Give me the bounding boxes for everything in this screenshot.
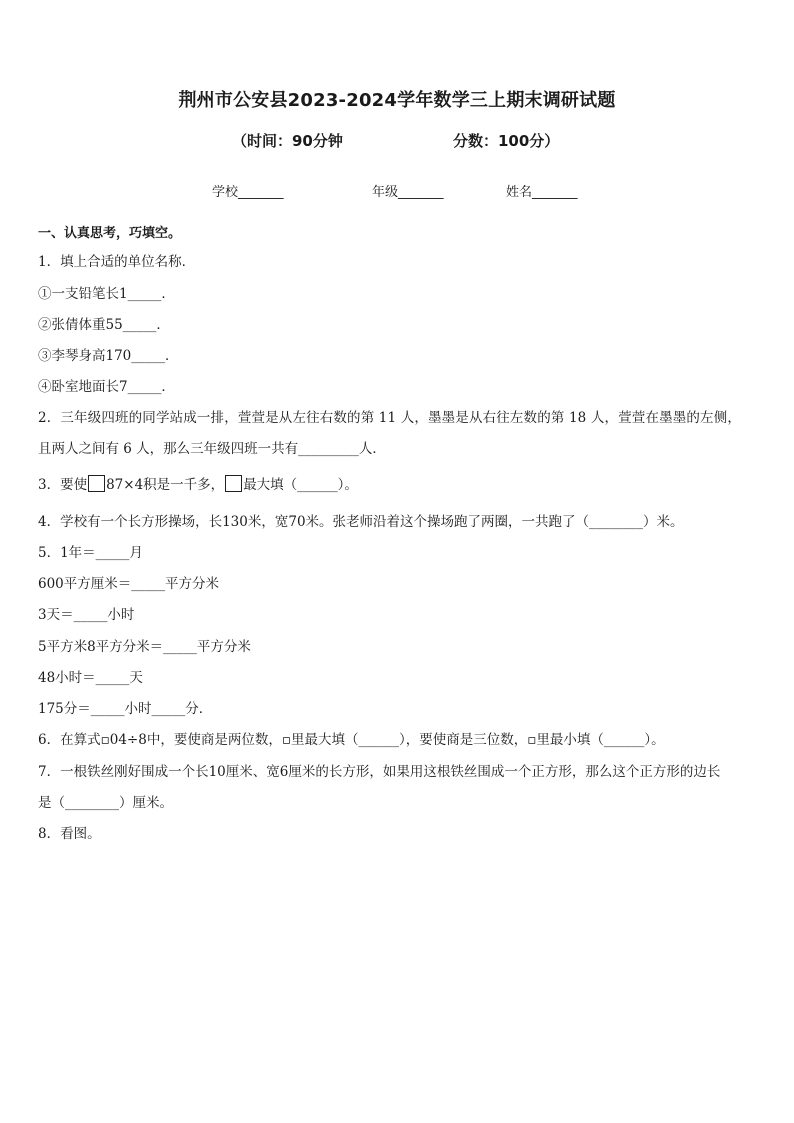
question-1c: ③李琴身高170_____． <box>38 348 179 364</box>
answer-box <box>225 475 242 492</box>
question-7-line2: 是（________）厘米。 <box>38 795 173 811</box>
question-2-line1: 2．三年级四班的同学站成一排，萱萱是从左往右数的第 11 人，墨墨是从右往左数的第 18 人，萱萱在墨墨的左侧， <box>38 410 742 426</box>
question-4: 4．学校有一个长方形操场，长130米，宽70米。张老师沿着这个操场跑了两圈，一共跑了（________）米。 <box>38 514 684 530</box>
question-3-middle: 87×4积是一千多， <box>106 477 225 493</box>
question-1a: ①一支铅笔长1_____． <box>38 286 175 302</box>
question-5d: 5平方米8平方分米＝_____平方分米 <box>38 639 251 655</box>
question-1: 1．填上合适的单位名称． <box>38 254 196 270</box>
answer-box <box>88 475 105 492</box>
question-7-line1: 7．一根铁丝刚好围成一个长10厘米、宽6厘米的长方形，如果用这根铁丝围成一个正方形，那么这个正方形的边长 <box>38 764 721 780</box>
question-1d: ④卧室地面长7_____． <box>38 379 175 395</box>
name-field: 姓名_______ <box>506 185 578 200</box>
section-heading: 一、认真思考，巧填空。 <box>38 226 182 241</box>
question-5b: 600平方厘米＝_____平方分米 <box>38 576 220 592</box>
question-1b: ②张倩体重55_____． <box>38 317 170 333</box>
grade-field: 年级_______ <box>372 185 444 200</box>
question-5e: 48小时＝_____天 <box>38 670 143 686</box>
question-3 <box>38 473 358 493</box>
page-title: 荆州市公安县2023-2024学年数学三上期末调研试题 <box>178 90 616 111</box>
question-6: 6．在算式▫04÷8中，要使商是两位数，▫里最大填（______），要使商是三位数，▫里最小填（______）。 <box>38 732 665 748</box>
question-3-suffix: 最大填（______）。 <box>243 477 358 493</box>
question-5c: 3天＝_____小时 <box>38 607 135 623</box>
question-5a: 5．1年＝_____月 <box>38 545 143 561</box>
question-3-prefix: 3．要使 <box>38 477 88 493</box>
exam-score: 分数：100分） <box>453 132 560 150</box>
question-5f: 175分＝_____小时_____分． <box>38 701 213 717</box>
question-2-line2: 且两人之间有 6 人，那么三年级四班一共有_________人． <box>38 441 386 457</box>
exam-time: （时间：90分钟 <box>232 132 343 150</box>
school-field: 学校_______ <box>212 185 284 200</box>
question-8: 8．看图。 <box>38 826 101 842</box>
